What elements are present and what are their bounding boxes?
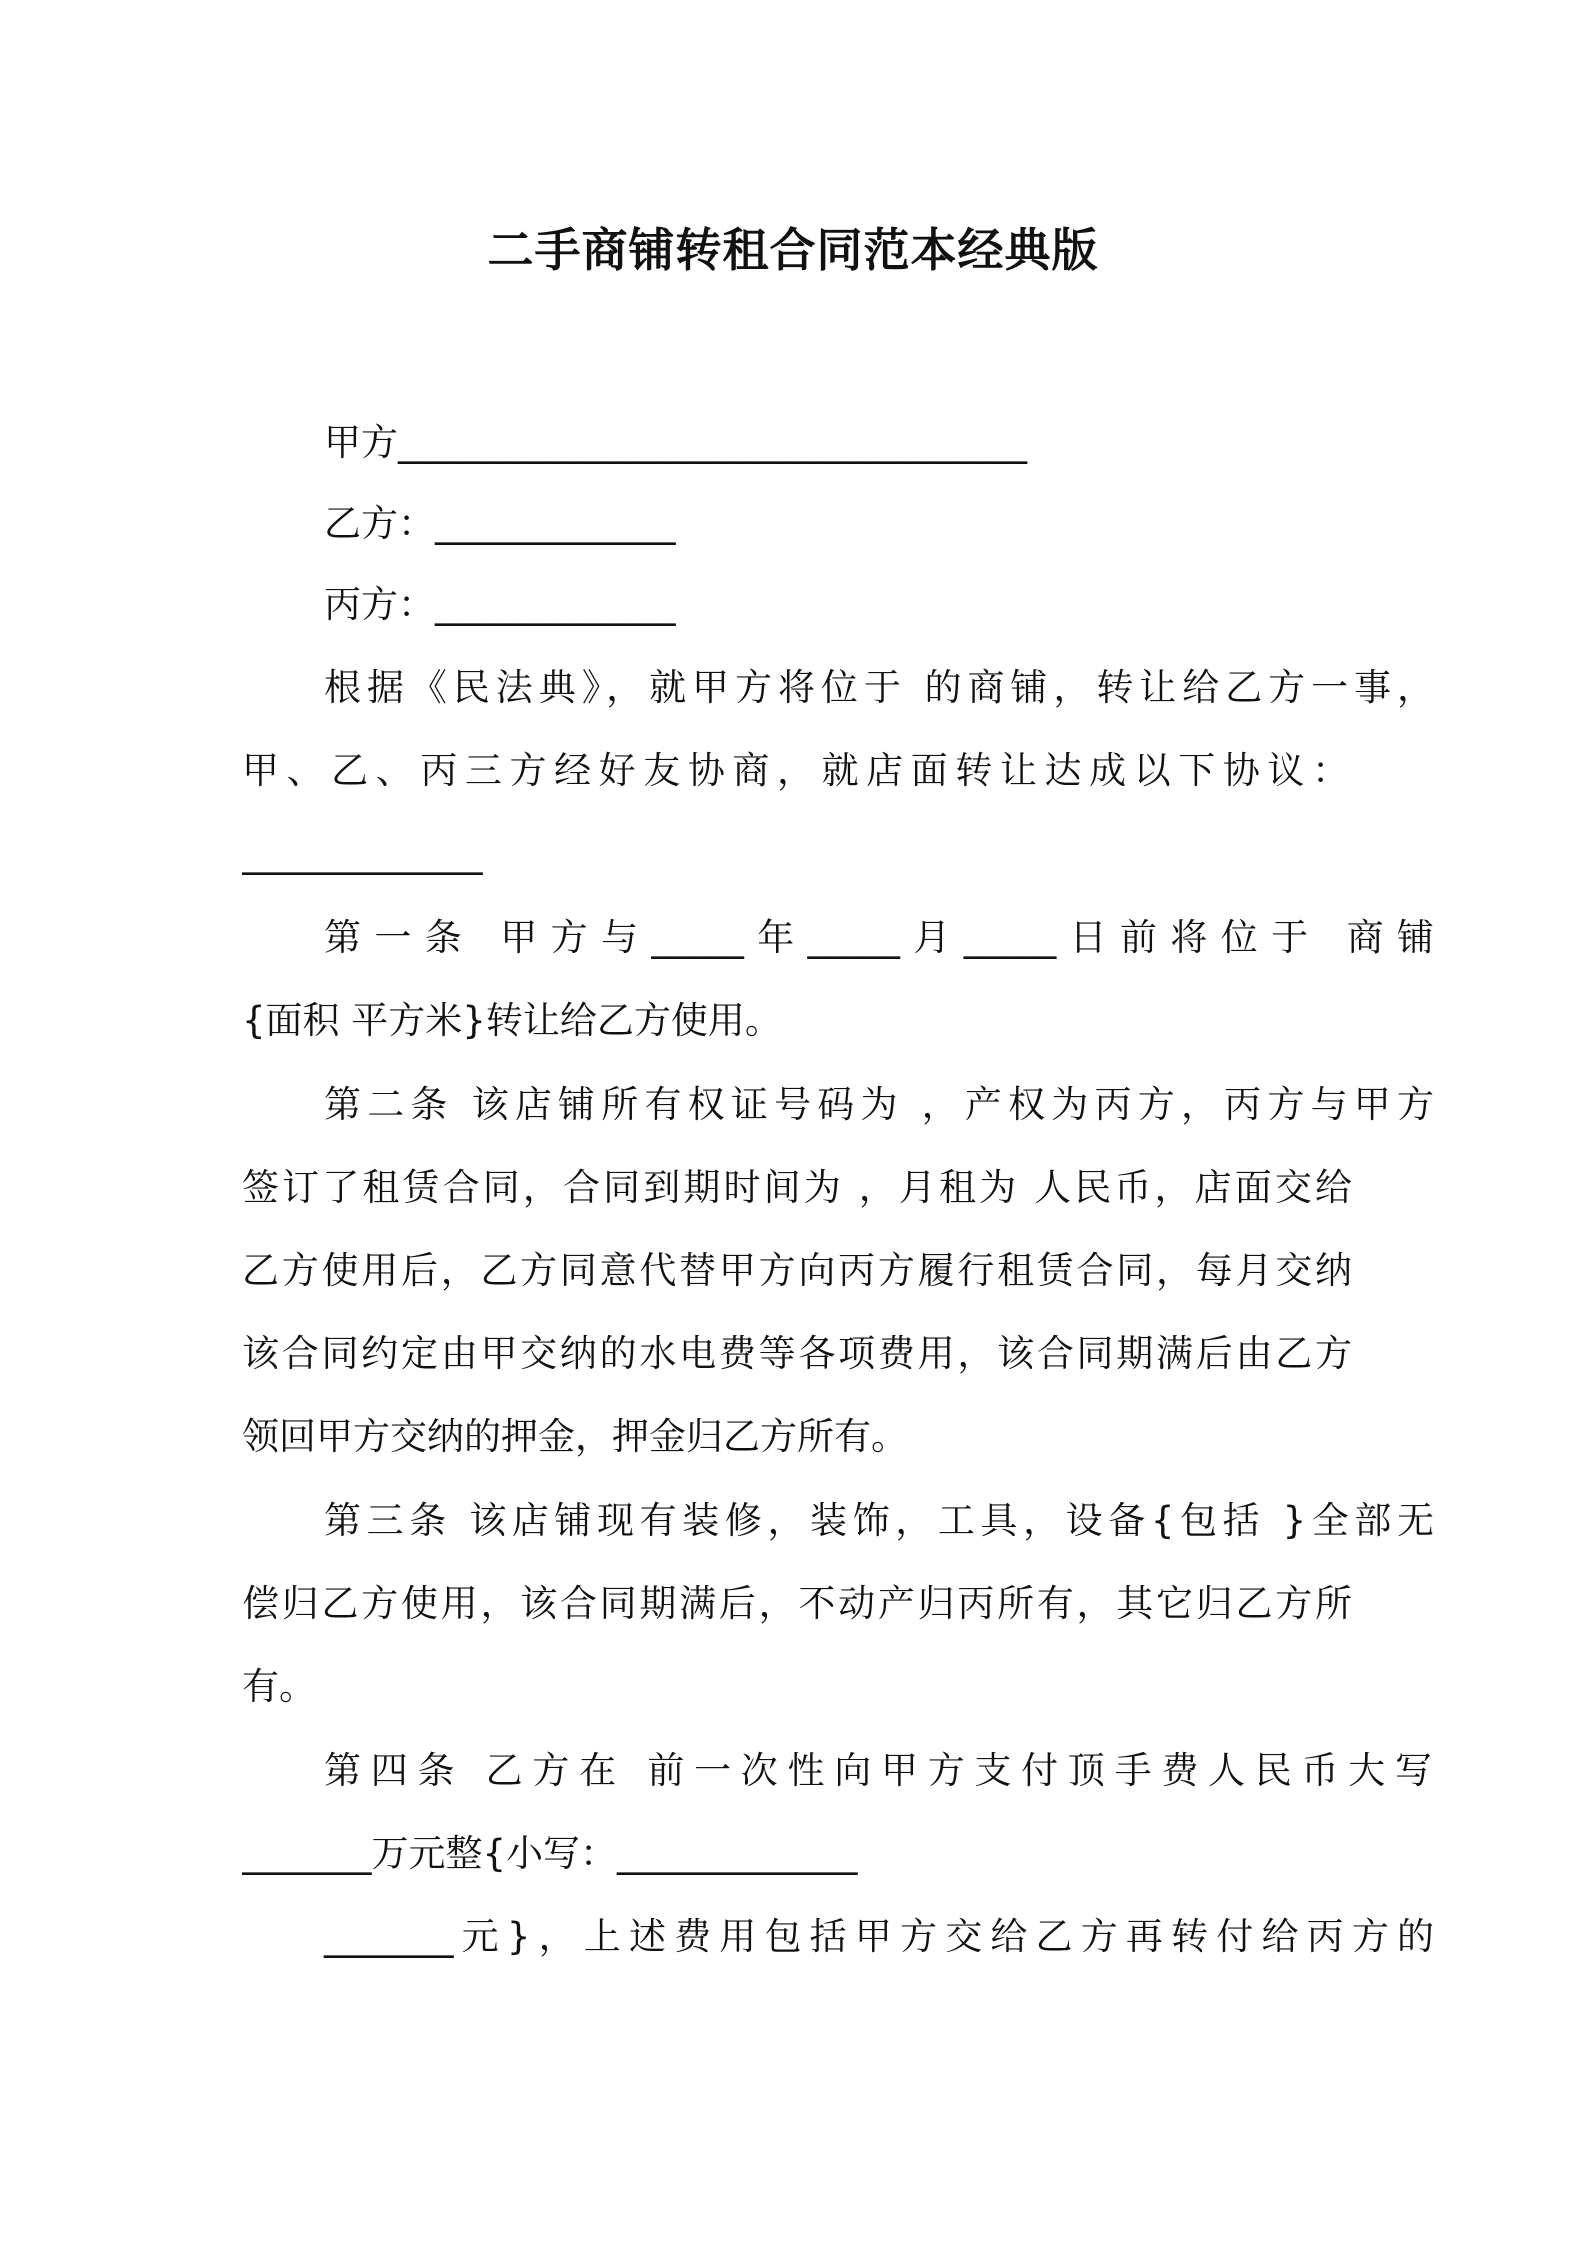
article-1-line: {面积 平方米}转让给乙方使用。 bbox=[242, 999, 782, 1042]
article-3-line: 偿归乙方使用，该合同期满后，不动产归丙所有，其它归乙方所 bbox=[242, 1582, 1352, 1625]
party-c-line: 丙方：_____________ bbox=[324, 583, 676, 626]
document-title: 二手商铺转租合同范本经典版 bbox=[487, 223, 1099, 277]
party-b-line: 乙方：_____________ bbox=[324, 502, 676, 545]
article-2-line: 领回甲方交纳的押金，押金归乙方所有。 bbox=[242, 1415, 908, 1458]
article-4-line: _______万元整{小写：_____________ bbox=[242, 1832, 858, 1875]
article-4-line: 第四条 乙方在 前一次性向甲方支付顶手费人民币大写 bbox=[324, 1749, 1434, 1792]
preamble-line: 根据《民法典》，就甲方将位于 的商铺，转让给乙方一事， bbox=[324, 666, 1434, 709]
article-4-line: _______元}，上述费用包括甲方交给乙方再转付给丙方的 bbox=[324, 1915, 1434, 1958]
article-2-line: 签订了租赁合同，合同到期时间为 ，月租为 人民币，店面交给 bbox=[242, 1166, 1352, 1209]
article-3-line: 有。 bbox=[242, 1665, 316, 1708]
article-2-line: 第二条 该店铺所有权证号码为 ，产权为丙方，丙方与甲方 bbox=[324, 1083, 1434, 1126]
article-1-line: 第一条 甲方与_____年_____月_____日前将位于 商铺 bbox=[324, 916, 1434, 959]
party-a-line: 甲方__________________________________ bbox=[324, 421, 1027, 464]
article-2-line: 该合同约定由甲交纳的水电费等各项费用，该合同期满后由乙方 bbox=[242, 1332, 1352, 1375]
article-2-line: 乙方使用后，乙方同意代替甲方向丙方履行租赁合同，每月交纳 bbox=[242, 1249, 1352, 1292]
article-3-line: 第三条 该店铺现有装修，装饰，工具，设备{包括 }全部无 bbox=[324, 1499, 1434, 1542]
preamble-line: 甲、乙、丙三方经好友协商，就店面转让达成以下协议： bbox=[242, 749, 1352, 792]
preamble-blank-line: _____________ bbox=[242, 832, 483, 875]
